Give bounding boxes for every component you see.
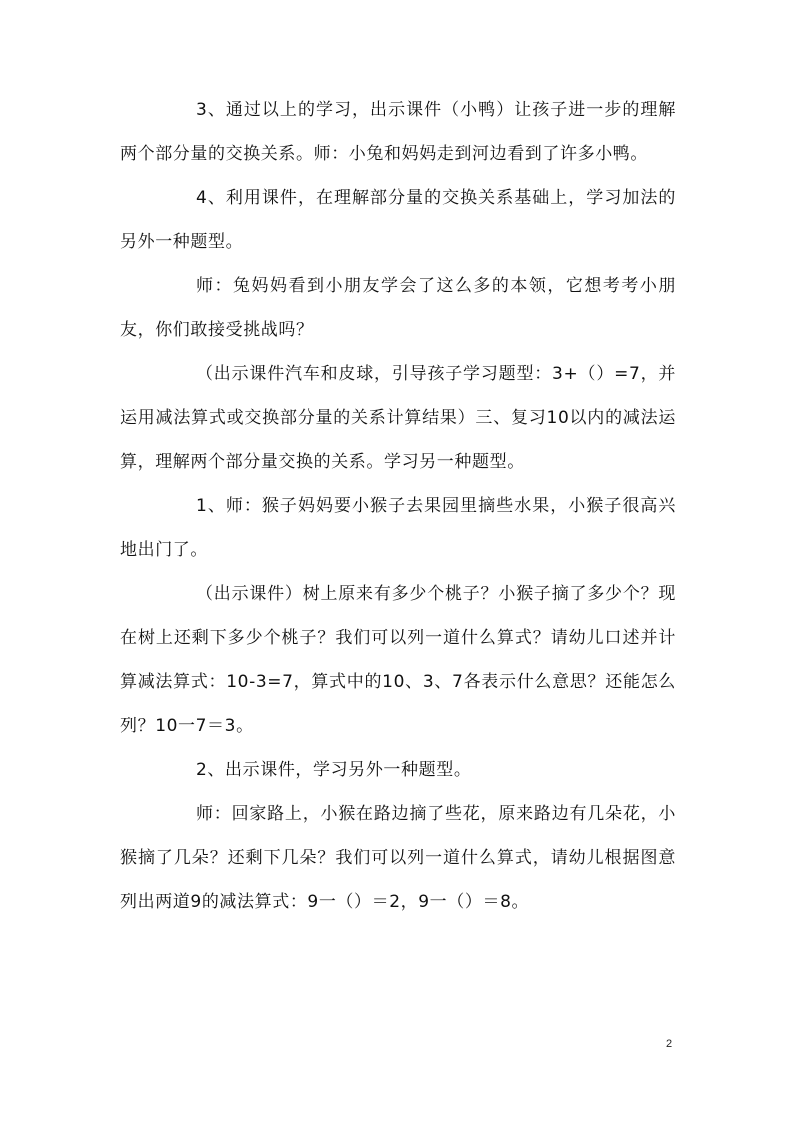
- paragraph-flowers-question: 师：回家路上，小猴在路边摘了些花，原来路边有几朵花，小猴摘了几朵？还剩下几朵？我们可以列一道什么算式，请幼儿根据图意列出两道9的减法算式：9一（）＝2，9一（）＝8。: [120, 804, 676, 912]
- paragraph-peach-question: （出示课件）树上原来有多少个桃子？小猴子摘了多少个？现在树上还剩下多少个桃子？我们可以列一道什么算式？请幼儿口述并计算减法算式：10-3=7，算式中的10、3、7各表示什么意思？还能怎么列？10一7＝3。: [120, 584, 676, 736]
- paragraph-courseware-cars: （出示课件汽车和皮球，引导孩子学习题型：3+（）=7，并运用减法算式或交换部分量的关系计算结果）三、复习10以内的减法运算，理解两个部分量交换的关系。学习另一种题型。: [120, 364, 676, 472]
- paragraph-step-3: 3、通过以上的学习，出示课件（小鸭）让孩子进一步的理解两个部分量的交换关系。师：小兔和妈妈走到河边看到了许多小鸭。: [120, 100, 676, 164]
- paragraph-monkey-orchard: 1、师：猴子妈妈要小猴子去果园里摘些水果，小猴子很高兴地出门了。: [120, 496, 676, 560]
- page-number: 2: [666, 1038, 673, 1050]
- document-body: [120, 88, 676, 924]
- paragraph-step-2: 2、出示课件，学习另外一种题型。: [196, 760, 472, 780]
- paragraph-step-4: 4、利用课件，在理解部分量的交换关系基础上，学习加法的另外一种题型。: [120, 188, 676, 252]
- paragraph-teacher-challenge: 师：兔妈妈看到小朋友学会了这么多的本领，它想考考小朋友，你们敢接受挑战吗？: [120, 276, 676, 340]
